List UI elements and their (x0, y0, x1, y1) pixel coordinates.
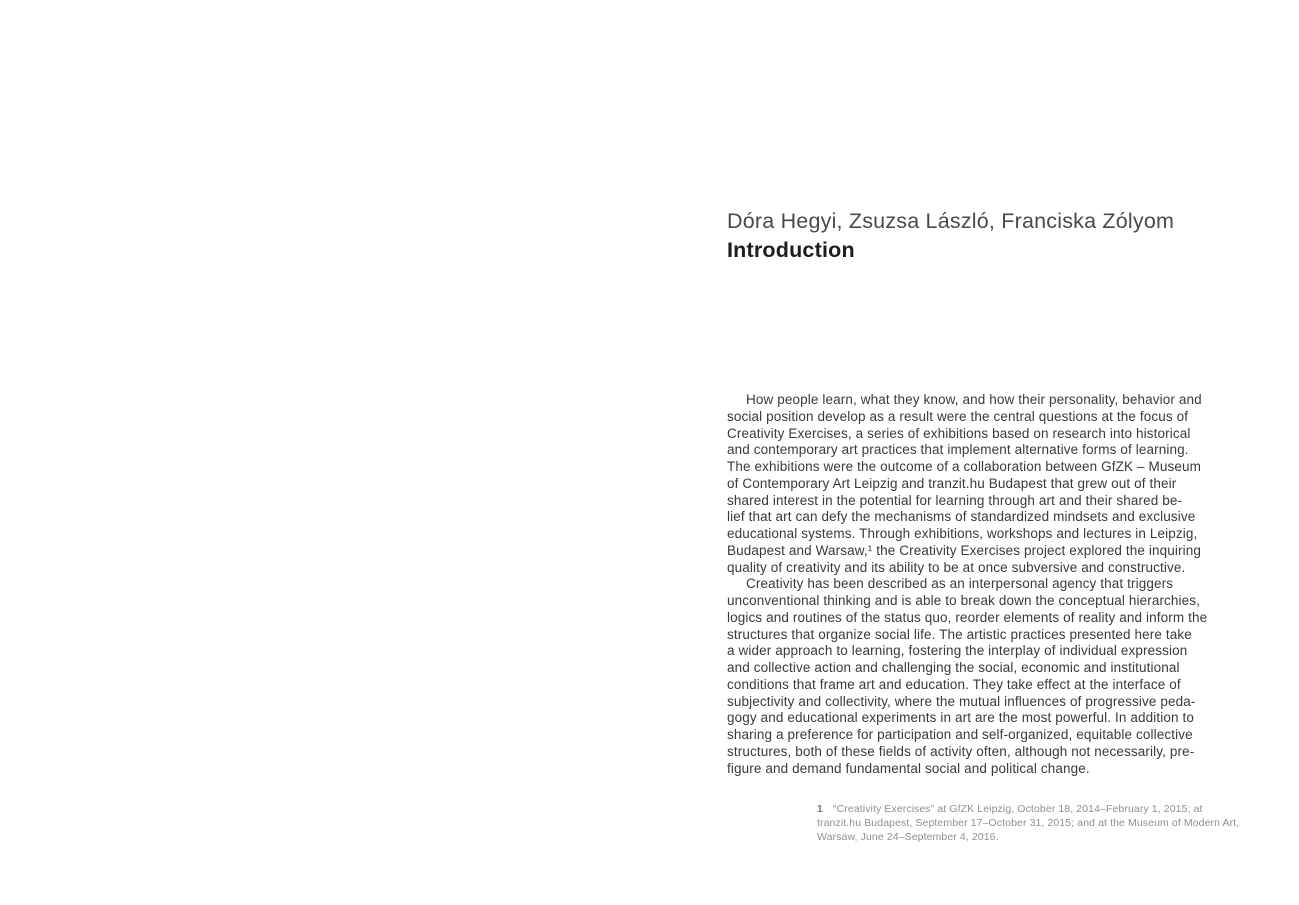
text-line: unconventional thinking and is able to break down the conceptual hierarchies, (727, 593, 1201, 608)
text-line: of Contemporary Art Leipzig and tranzit.hu Budapest that grew out of their (727, 475, 1177, 491)
text-line: structures that organize social life. The artistic practices presented here take (727, 626, 1192, 642)
text-line: a wider approach to learning, fostering the interplay of individual expression (727, 643, 1188, 659)
text-line: structures, both of these fields of activity often, although not necessarily, pre- (727, 743, 1195, 759)
footnote-text: “Creativity Exercises” at GfZK Leipzig, October 18, 2014–February 1, 2015; at (833, 803, 1203, 815)
byline: Dóra Hegyi, Zsuzsa László, Franciska Zólyom (727, 209, 1175, 233)
page-title: Introduction (727, 238, 855, 262)
text-line: The exhibitions were the outcome of a collaboration between GfZK – Museum (727, 459, 1202, 474)
footnote-line: tranzit.hu Budapest, September 17–October 31, 2015; and at the Museum of Modern Art, (817, 817, 1240, 829)
text-line: gogy and educational experiments in art are the most powerful. In addition to (727, 710, 1195, 726)
text-line: subjectivity and collectivity, where the mutual influences of progressive peda- (727, 693, 1196, 709)
text-line: conditions that frame art and education. They take effect at the interface of (727, 676, 1181, 692)
text-line: and contemporary art practices that implement alternative forms of learning. (727, 442, 1189, 458)
text-line: shared interest in the potential for learning through art and their shared be- (727, 492, 1183, 508)
text-line: Budapest and Warsaw,¹ the Creativity Exercises project explored the inquiring (727, 542, 1201, 558)
text-line: Creativity has been described as an interpersonal agency that triggers (746, 576, 1174, 592)
text-line: How people learn, what they know, and how their personality, behavior and (746, 392, 1202, 407)
text-line: figure and demand fundamental social and political change. (727, 760, 1090, 776)
footnote-line: Warsaw, June 24–September 4, 2016. (817, 831, 999, 843)
footnote-marker: 1 (817, 803, 823, 815)
footnote (817, 802, 1249, 844)
paragraph (727, 392, 1247, 576)
body-text (727, 392, 1247, 777)
footnote-line (817, 802, 1249, 816)
paragraph (727, 576, 1247, 777)
text-line: logics and routines of the status quo, reorder elements of reality and inform the (727, 609, 1208, 625)
text-line: sharing a preference for participation and self-organized, equitable collective (727, 727, 1193, 742)
text-line: quality of creativity and its ability to be at once subversive and constructive. (727, 559, 1186, 575)
text-line: educational systems. Through exhibitions, workshops and lectures in Leipzig, (727, 526, 1198, 541)
text-line: lief that art can defy the mechanisms of standardized mindsets and exclusive (727, 509, 1196, 525)
text-line: social position develop as a result were the central questions at the focus of (727, 408, 1189, 424)
text-line: Creativity Exercises, a series of exhibitions based on research into historical (727, 425, 1191, 441)
text-line: and collective action and challenging the social, economic and institutional (727, 660, 1180, 675)
